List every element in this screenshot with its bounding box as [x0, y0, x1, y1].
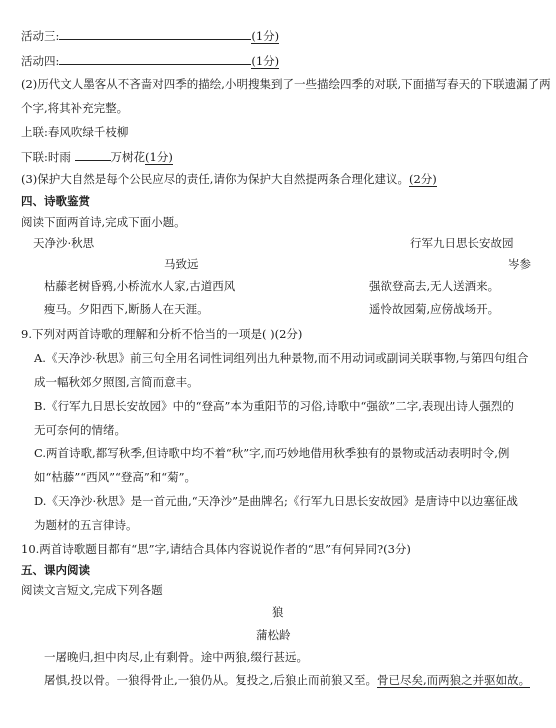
activity-four-line	[21, 53, 279, 68]
section5-title: 五、课内阅读	[21, 563, 90, 577]
poem2-author: 岑参	[508, 257, 531, 271]
answer-blank[interactable]	[75, 149, 111, 161]
q9-option-d-line2: 为题材的五言律诗。	[34, 518, 138, 532]
q3-score: (2分)	[408, 172, 437, 186]
section4-title: 四、诗歌鉴赏	[21, 194, 90, 208]
section4-intro: 阅读下面两首诗,完成下面小题。	[21, 215, 186, 229]
poem2-line2: 遥怜故园菊,应傍战场开。	[369, 302, 500, 316]
q2-line1: (2)历代文人墨客从不吝啬对四季的描绘,小明搜集到了一些描绘四季的对联,下面描写春天的下联遗漏了两	[21, 77, 551, 91]
q9-option-c-line2: 如“枯藤”“西风”“登高”和“菊”。	[34, 470, 197, 484]
poem2-line1: 强欲登高去,无人送酒来。	[369, 279, 500, 293]
section5-intro: 阅读文言短文,完成下列各题	[21, 583, 163, 597]
wolf-title: 狼	[272, 605, 284, 619]
q9-option-d-line1: D.《天净沙·秋思》是一首元曲,“天净沙”是曲牌名;《行军九日思长安故园》是唐诗中以边塞征战	[34, 494, 518, 508]
couplet-lower-suffix: 万树花	[110, 150, 146, 164]
answer-blank[interactable]	[59, 53, 251, 65]
q9-option-b-line1: B.《行军九日思长安故园》中的“登高”本为重阳节的习俗,诗歌中“强欲”二字,表现出诗人强烈的	[34, 399, 514, 413]
wolf-paragraph1: 一屠晚归,担中肉尽,止有剩骨。途中两狼,缀行甚远。	[44, 650, 308, 664]
activity-four-score: (1分)	[251, 54, 280, 68]
wolf-author: 蒲松龄	[256, 628, 291, 642]
poem1-title: 天净沙·秋思	[33, 236, 95, 250]
couplet-lower-prefix: 下联:时雨	[21, 150, 71, 164]
activity-three-score: (1分)	[251, 29, 280, 43]
q3-text: (3)保护大自然是每个公民应尽的责任,请你为保护大自然提两条合理化建议。	[21, 172, 409, 186]
q9-option-a-line2: 成一幅秋郊夕照图,言简而意丰。	[34, 375, 199, 389]
wolf-paragraph2-main: 屠惧,投以骨。一狼得骨止,一狼仍从。复投之,后狼止而前狼又至。	[44, 673, 377, 687]
q9-option-c-line1: C.两首诗歌,都写秋季,但诗歌中均不着“秋”字,而巧妙地借用秋季独有的景物或活动表明时令,例	[34, 446, 510, 460]
q2-line2: 个字,将其补充完整。	[21, 101, 129, 115]
q9-option-a-line1: A.《天净沙·秋思》前三句全用名词性词组列出九种景物,而不用动词或副词关联事物,与第四句组合	[34, 351, 529, 365]
wolf-paragraph2-underlined: 骨已尽矣,而两狼之并驱如故。	[376, 673, 531, 687]
activity-three-line	[21, 28, 279, 43]
q9-stem: 9.下列对两首诗歌的理解和分析不恰当的一项是( )(2分)	[21, 327, 303, 341]
answer-blank[interactable]	[59, 28, 251, 40]
activity-three-label: 活动三:	[21, 29, 60, 43]
q9-option-b-line2: 无可奈何的情绪。	[34, 423, 126, 437]
poem1-line1: 枯藤老树昏鸦,小桥流水人家,古道西风	[44, 279, 236, 293]
poem1-author: 马致远	[164, 257, 199, 271]
wolf-paragraph2	[44, 673, 530, 687]
couplet-lower	[21, 149, 173, 164]
couplet-upper: 上联:春风吹绿千枝柳	[21, 125, 129, 139]
couplet-lower-score: (1分)	[145, 150, 173, 164]
poem1-line2: 瘦马。夕阳西下,断肠人在天涯。	[44, 302, 209, 316]
poem2-title: 行军九日思长安故园	[410, 236, 514, 250]
activity-four-label: 活动四:	[21, 54, 60, 68]
q10-text: 10.两首诗歌题目都有“思”字,请结合具体内容说说作者的“思”有何异同?(3分)	[21, 542, 411, 556]
q3-line	[21, 172, 437, 186]
